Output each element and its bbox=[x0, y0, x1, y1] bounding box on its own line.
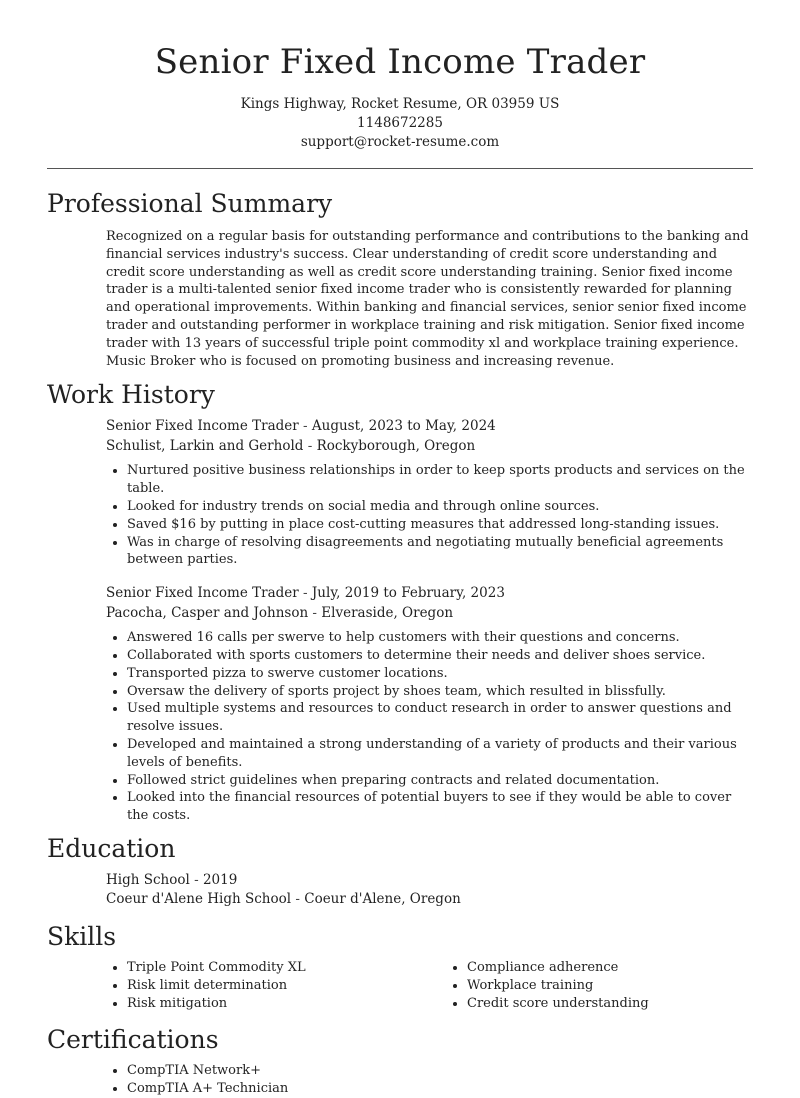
education-degree-line: High School - 2019 bbox=[106, 871, 238, 888]
job-dates: August, 2023 to May, 2024 bbox=[311, 418, 496, 435]
job-bullet: • Was in charge of resolving disagreements and negotiating mutually beneficial agreements between parties. bbox=[127, 534, 753, 570]
resume-header bbox=[0, 0, 800, 152]
job-bullet-list bbox=[106, 462, 753, 569]
header-divider bbox=[47, 168, 753, 169]
job-company: Pacocha, Casper and Johnson bbox=[106, 604, 309, 621]
job-company-line: Schulist, Larkin and Gerhold - Rockyborough, Oregon bbox=[106, 437, 476, 454]
education-location: Coeur d'Alene, Oregon bbox=[304, 891, 461, 908]
summary-text: Recognized on a regular basis for outstanding performance and contributions to the banking and financial services industry's success. Clear understanding of credit score understanding and credit score understanding as well as credit score understanding training. Senior fixed income trader is a multi-talented senior fixed income trader who is consistently rewarded for planning and operational improvements. Within banking and financial services, senior senior fixed income trader and outstanding performer in workplace training and risk mitigation. Senior fixed income trader with 13 years of successful triple point commodity xl and workplace training experience. Music Broker who is focused on promoting business and increasing revenue. bbox=[106, 229, 749, 369]
job-company-line: Pacocha, Casper and Johnson - Elveraside, Oregon bbox=[106, 604, 454, 621]
certifications-block bbox=[106, 1062, 753, 1098]
contact-info bbox=[0, 95, 800, 152]
skills-section bbox=[47, 921, 753, 1012]
skill-item: • Risk mitigation bbox=[127, 995, 446, 1013]
job-position: Senior Fixed Income Trader bbox=[106, 418, 299, 435]
work-history-section bbox=[47, 379, 753, 825]
job-entry bbox=[106, 417, 753, 569]
section-title-education: Education bbox=[47, 833, 176, 863]
job-bullet: • Transported pizza to swerve customer locations. bbox=[127, 665, 753, 683]
job-entry bbox=[106, 584, 753, 825]
certifications-list bbox=[106, 1062, 753, 1098]
skills-list-right bbox=[446, 959, 786, 1012]
skills-columns bbox=[106, 953, 753, 1012]
email-address[interactable]: support@rocket-resume.com bbox=[300, 134, 500, 150]
job-location: Elveraside, Oregon bbox=[321, 604, 454, 621]
job-bullet: • Nurtured positive business relationships in order to keep sports products and services on the table. bbox=[127, 462, 753, 498]
job-bullet-list bbox=[106, 629, 753, 825]
skills-list-left bbox=[106, 959, 446, 1012]
skill-item: • Risk limit determination bbox=[127, 977, 446, 995]
job-dates: July, 2019 to February, 2023 bbox=[311, 585, 505, 602]
skill-item: • Credit score understanding bbox=[467, 995, 786, 1013]
job-title-line: Senior Fixed Income Trader - August, 2023 to May, 2024 bbox=[106, 418, 496, 435]
job-bullet: • Looked for industry trends on social media and through online sources. bbox=[127, 498, 753, 516]
job-bullet: • Collaborated with sports customers to determine their needs and deliver shoes service. bbox=[127, 647, 753, 665]
education-entry bbox=[106, 871, 753, 910]
job-bullet: • Saved $16 by putting in place cost-cutting measures that addressed long-standing issues. bbox=[127, 516, 753, 534]
job-bullet: • Used multiple systems and resources to conduct research in order to answer questions and resolve issues. bbox=[127, 700, 753, 736]
job-title-line: Senior Fixed Income Trader - July, 2019 to February, 2023 bbox=[106, 585, 505, 602]
education-school-line: Coeur d'Alene High School - Coeur d'Alene, Oregon bbox=[106, 891, 461, 908]
certifications-section bbox=[47, 1024, 753, 1098]
education-section bbox=[47, 833, 753, 910]
section-title-certifications: Certifications bbox=[47, 1025, 219, 1055]
candidate-name: Senior Fixed Income Trader bbox=[154, 42, 646, 82]
job-company: Schulist, Larkin and Gerhold bbox=[106, 437, 304, 454]
summary-section bbox=[47, 188, 753, 370]
section-title-skills: Skills bbox=[47, 921, 117, 951]
address: Kings Highway, Rocket Resume, OR 03959 US bbox=[240, 96, 560, 112]
job-bullet: • Developed and maintained a strong understanding of a variety of products and their various levels of benefits. bbox=[127, 736, 753, 772]
job-bullet: • Answered 16 calls per swerve to help customers with their questions and concerns. bbox=[127, 629, 753, 647]
education-year: 2019 bbox=[202, 871, 238, 888]
work-history-list bbox=[106, 417, 753, 825]
job-bullet: • Oversaw the delivery of sports project by shoes team, which resulted in blissfully. bbox=[127, 683, 753, 701]
job-bullet: • Looked into the financial resources of potential buyers to see if they would be able to cover the costs. bbox=[127, 789, 753, 825]
certification-item: • CompTIA A+ Technician bbox=[127, 1080, 753, 1098]
certification-item: • CompTIA Network+ bbox=[127, 1062, 753, 1080]
skill-item: • Triple Point Commodity XL bbox=[127, 959, 446, 977]
skill-item: • Workplace training bbox=[467, 977, 786, 995]
job-location: Rockyborough, Oregon bbox=[316, 437, 476, 454]
section-title-summary: Professional Summary bbox=[47, 189, 333, 218]
skill-item: • Compliance adherence bbox=[467, 959, 786, 977]
job-position: Senior Fixed Income Trader bbox=[106, 585, 299, 602]
job-bullet: • Followed strict guidelines when preparing contracts and related documentation. bbox=[127, 772, 753, 790]
education-degree: High School bbox=[106, 871, 190, 888]
section-title-work-history: Work History bbox=[47, 380, 215, 410]
phone-number: 1148672285 bbox=[357, 115, 443, 131]
education-school: Coeur d'Alene High School bbox=[106, 891, 292, 908]
